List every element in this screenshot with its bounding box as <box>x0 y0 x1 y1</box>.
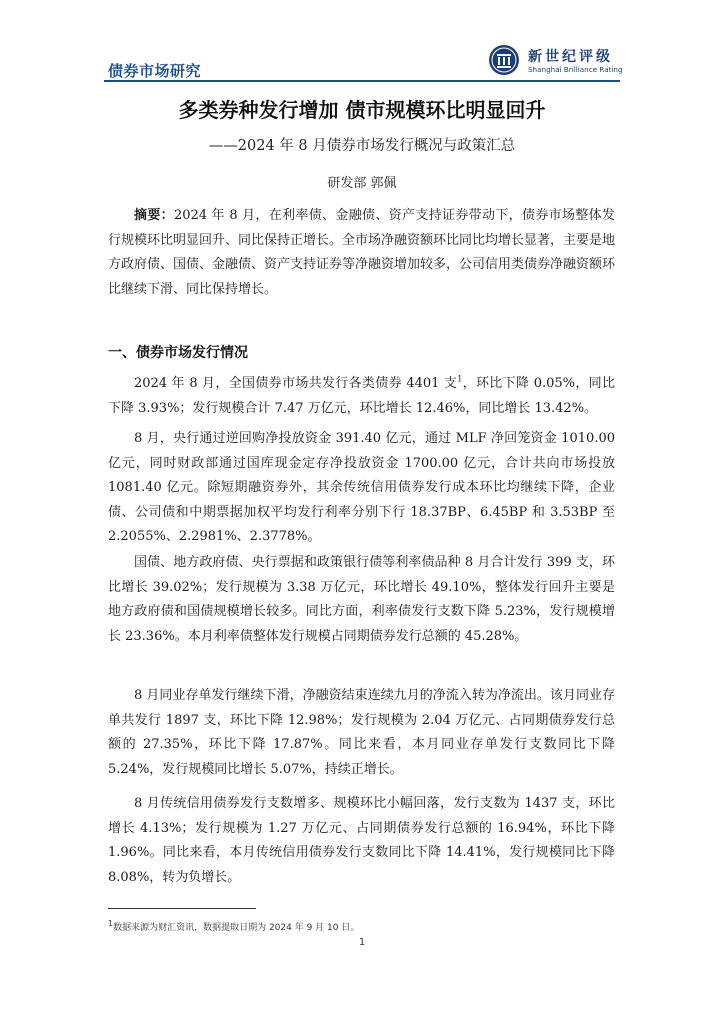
abstract-paragraph <box>108 204 615 302</box>
page-title: 多类券种发行增加 债市规模环比明显回升 <box>178 98 546 122</box>
logo-name-en: Shanghai Brilliance Rating <box>528 65 623 74</box>
abstract-label: 摘要： <box>134 208 174 223</box>
footnote <box>108 920 359 933</box>
footnote-number: 1 <box>108 919 114 928</box>
page-number: 1 <box>358 937 366 948</box>
logo-name: 新世纪评级 <box>528 49 613 65</box>
paragraph-3: 国债、地方政府债、央行票据和政策银行债等利率债品种 8 月合计发行 399 支，环比增长 39.02%；发行规模为 3.38 万亿元，环比增长 49.10%，整体发行回升主要是地方政府债和国债规模增长较多。同比方面，利率债发行支数下降 5.23%，发行规模增长 23.36%。本月利率债整体发行规模占同期债券发行总额的 45.28%。 <box>108 555 615 644</box>
abstract-text: 2024 年 8 月，在利率债、金融债、资产支持证券带动下，债券市场整体发行规模环比明显回升、同比保持正增长。全市场净融资额环比同比均增长显著，主要是地方政府债、国债、金融债、资产支持证券等净融资增加较多，公司信用类债券净融资额环比继续下滑、同比保持增长。 <box>108 208 616 297</box>
company-logo <box>488 44 623 78</box>
section-heading: 一、债券市场发行情况 <box>108 345 248 361</box>
paragraph-2: 8 月，央行通过逆回购净投放资金 391.40 亿元，通过 MLF 净回笼资金 1010.00 亿元，同时财政部通过国库现金定存净投放资金 1700.00 亿元，合计共向市场投放 1081.40 亿元。除短期融资券外，其余传统信用债券发行成本环比均继续下降，企业债、公司债和中期票据加权平均发行利率分别下行 18.37BP、6.45BP 和 3.53BP 至 2.2055%、2.2981%、2.3778%。 <box>108 431 615 544</box>
author-line: 研发部 郭佩 <box>327 176 397 191</box>
page-subtitle: ——2024 年 8 月债券市场发行概况与政策汇总 <box>208 138 516 154</box>
footnote-text: 数据来源为财汇资讯，数据提取日期为 2024 年 9 月 10 日。 <box>113 923 360 933</box>
footnote-marker: 1 <box>457 374 463 384</box>
paragraph-4: 8 月同业存单发行继续下滑，净融资结束连续九月的净流入转为净流出。该月同业存单共发行 1897 支，环比下降 12.98%；发行规模为 2.04 万亿元、占同期债券发行总额的 27.35%，环比下降 17.87%。同比来看，本月同业存单发行支数同比下降 5.24%，发行规模同比增长 5.07%，持续正增长。 <box>108 688 615 777</box>
header-divider <box>104 80 620 82</box>
paragraph-1-text-a: 2024 年 8 月，全国债券市场共发行各类债券 4401 支 <box>134 376 458 391</box>
paragraph-1 <box>108 372 615 421</box>
logo-seal-icon <box>488 44 520 76</box>
paragraph-5: 8 月传统信用债券发行支数增多、规模环比小幅回落，发行支数为 1437 支，环比增长 4.13%；发行规模为 1.27 万亿元、占同期债券发行总额的 16.94%，环比下降 1.96%。同比来看，本月传统信用债券发行支数同比下降 14.41%，发行规模同比下降 8.08%，转为负增长。 <box>108 796 615 885</box>
paragraph-1-text-b: ，环比下降 0.05%，同比下降 3.93%；发行规模合计 7.47 万亿元，环比增长 12.46%，同比增长 13.42%。 <box>108 376 615 416</box>
header-section-label: 债券市场研究 <box>108 62 202 80</box>
footnote-divider <box>108 908 256 909</box>
